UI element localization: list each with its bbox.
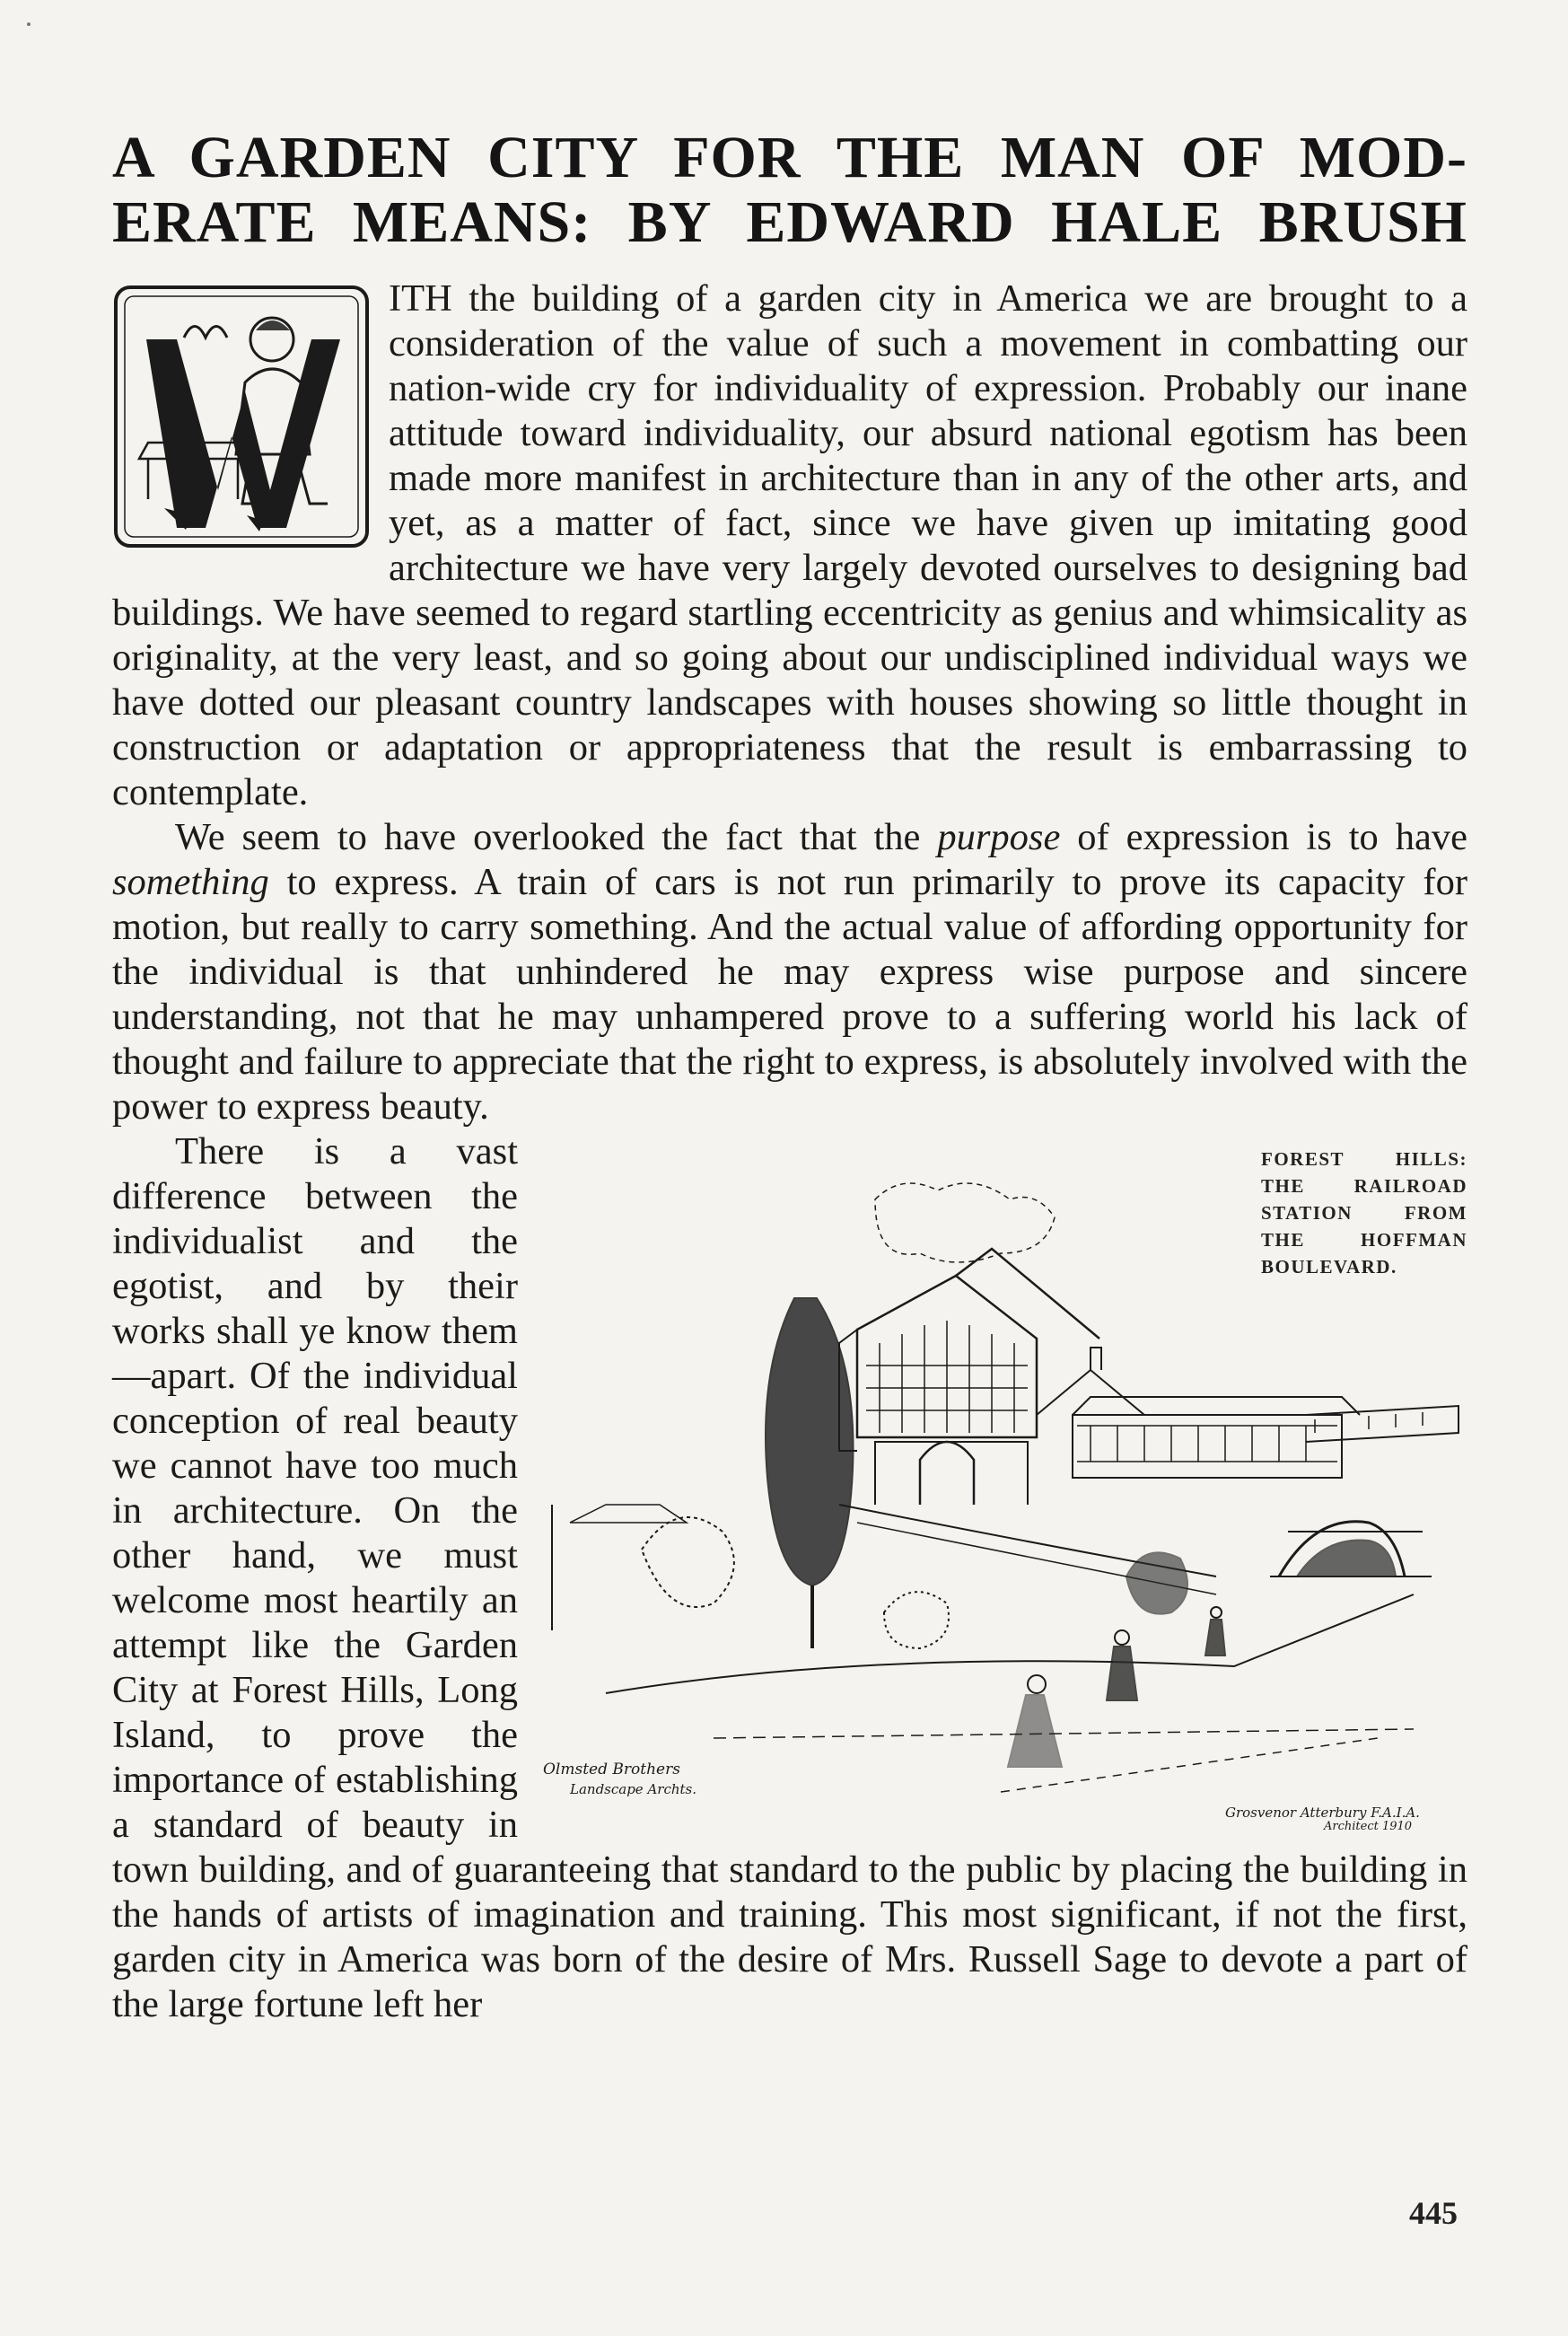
page-number: 445 <box>1409 2195 1458 2231</box>
railroad-station-illustration <box>534 1146 1467 1832</box>
illustration-caption <box>1261 1146 1467 1280</box>
signature-olmsted-line-1: Olmsted Brothers <box>543 1761 680 1778</box>
article-page <box>112 125 1467 2025</box>
title-line-1: A GARDEN CITY FOR THE MAN OF MOD- <box>112 125 1467 190</box>
illuminated-dropcap <box>112 277 372 564</box>
paragraph-3: There is a vast difference between the individualist and the egotist, and by their works shall ye know them—apart. Of the individual conception of real beauty we cannot have too much in architecture. On the other hand, we must welcome most heartily an attempt like the Garden City at Forest Hills, Long Island, to prove the importance of establishing a standard of beauty in town building, and of guaranteeing that standard to the public by placing the building in the hands of artists of imagination and training. This most significant, if not the first, garden city in America was born of the desire of Mrs. Russell Sage to devote a part of the large fortune left her <box>112 1130 1467 2025</box>
paragraph-2-part-a: We seem to have overlooked the fact that the <box>175 816 938 858</box>
signature-atterbury-line-2: Architect 1910 <box>1324 1820 1413 1832</box>
paragraph-2 <box>112 815 1467 1129</box>
dropcap-w-illustration <box>112 284 372 553</box>
paragraph-2-part-b: of expression is to have <box>1060 816 1467 858</box>
caption-line-1: FOREST HILLS: <box>1261 1148 1467 1170</box>
article-title <box>112 126 1467 255</box>
caption-line-3: STATION FROM <box>1261 1202 1467 1224</box>
caption-line-5: BOULEVARD. <box>1261 1256 1397 1278</box>
title-line-2: ERATE MEANS: BY EDWARD HALE BRUSH <box>112 189 1467 255</box>
signature-atterbury-line-1: Grosvenor Atterbury F.A.I.A. <box>1225 1805 1420 1821</box>
paragraph-1: ITH the building of a garden city in America we are brought to a consideration of the value of such a movement in combatting our nation-wide cry for individuality of expression. Probably our inane attitude toward individuality, our absurd national egotism has been made more manifest in architecture than in any of the other arts, and yet, as a matter of fact, since we have given up imitating good architecture we have very largely devoted ourselves to designing bad buildings. We have seemed to regard startling eccentricity as genius and whimsicality as originality, at the very least, and so going about our undisciplined individual ways we have dotted our pleasant country landscapes with houses showing so little thought in construction or adaptation or appropriateness that the result is embarrassing to contemplate. <box>112 277 1467 813</box>
page-speck <box>27 22 31 26</box>
article-body <box>112 277 1467 2027</box>
paragraph-2-part-c: to express. A train of cars is not run primarily to prove its capacity for motion, but really to carry something. And the actual value of affording opportunity for the individual is that unhindered he may express wise purpose and sincere understanding, not that he may unhampered prove to a suffering world his lack of thought and failure to appreciate that the right to express, is absolutely involved with the power to express beauty. <box>112 861 1467 1128</box>
emphasis-purpose: purpose <box>937 816 1061 858</box>
emphasis-something: something <box>112 861 269 903</box>
signature-olmsted-line-2: Landscape Archts. <box>570 1781 697 1797</box>
caption-line-4: THE HOFFMAN <box>1261 1229 1467 1251</box>
caption-line-2: THE RAILROAD <box>1261 1175 1467 1197</box>
